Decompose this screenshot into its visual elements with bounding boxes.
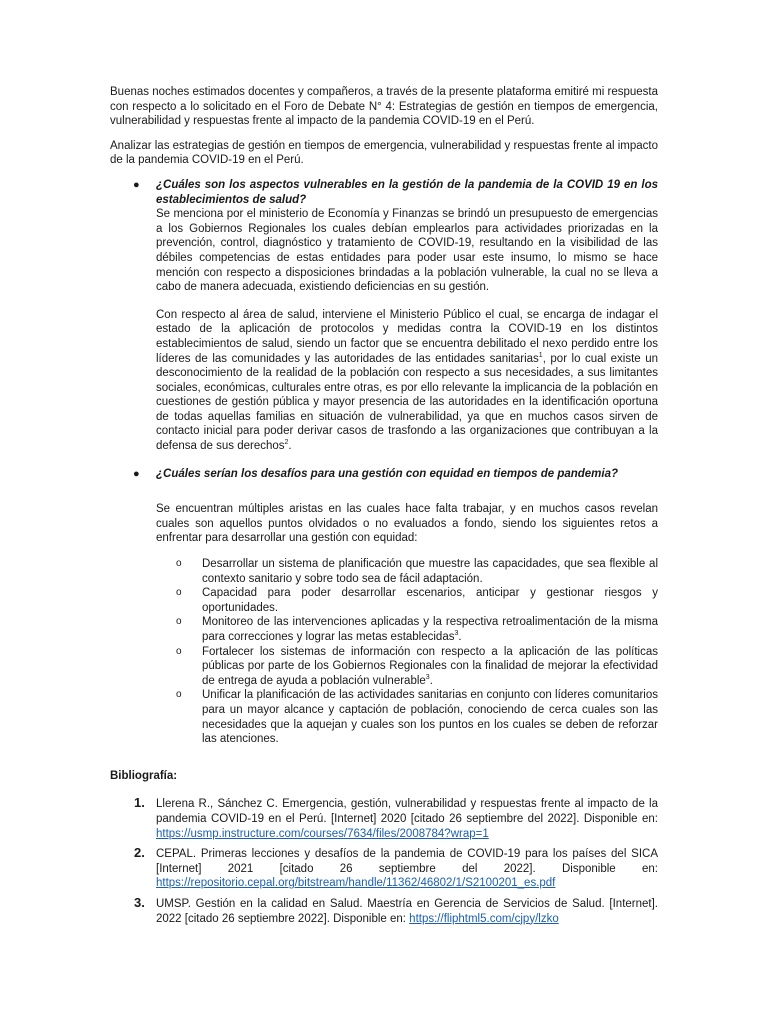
challenge-text: Desarrollar un sistema de planificación que muestre las capacidades, que sea flexible al contexto sanitario y sobre todo sea de fácil adaptación. (202, 558, 658, 585)
challenge-text: Unificar la planificación de las actividades sanitarias en conjunto con líderes comunitarios para un mayor alcance y captación de población, conociendo de cerca cuales son las necesidades que la aquejan y cuales son los puntos en los cuales se deben de reforzar las atenciones. (202, 689, 658, 746)
citation-link[interactable]: https://repositorio.cepal.org/bitstream/handle/11362/46802/1/S2100201_es.pdf (156, 877, 556, 890)
sub-bullet-icon: o (176, 558, 182, 570)
question-2-intro: Se encuentran múltiples aristas en las cuales hace falta trabajar, y en muchos casos revelan cuales son aquellos puntos olvidados o no evaluados a fondo, siendo los siguientes retos a enfrentar para desarrollar una gestión con equidad: (156, 503, 658, 545)
question-2-title: ¿Cuáles serían los desafíos para una gestión con equidad en tiempos de pandemia? (156, 467, 619, 480)
bibliography-heading: Bibliografía: (110, 769, 178, 782)
bullet-icon: ● (133, 467, 140, 480)
challenge-item (156, 557, 658, 586)
bibliography-item (110, 797, 658, 841)
question-1-title: ¿Cuáles son los aspectos vulnerables en la gestión de la pandemia de la COVID 19 en los establecimientos de salud? (156, 178, 658, 206)
question-2-body (156, 502, 658, 546)
bullet-icon: ● (133, 178, 140, 191)
sub-bullet-icon: o (176, 645, 182, 657)
question-2 (110, 467, 658, 546)
paragraph-text: Con respecto al área de salud, interviene el Ministerio Público el cual, se encarga de indagar el estado de la aplicación de protocolos y medidas contra la COVID-19 en los distintos establecimientos de salud, siendo un factor que se encuentra debilitado el nexo perdido entre los líderes de las comunidades y las autoridades de las entidades sanitarias (156, 308, 658, 365)
question-1-paragraph-1: Se menciona por el ministerio de Economía y Finanzas se brindó un presupuesto de emergencias a los Gobiernos Regionales los cuales debían emplearlos para actividades priorizadas en la prevención, control, diagnóstico y tratamiento de COVID-19, resultando en la visibilidad de las débiles competencias de estas entidades para poder usar este insumo, lo mismo se hace mención con respecto a disposiciones brindadas a la población vulnerable, la cual no se lleva a cabo de manera adecuada, existiendo deficiencias en su gestión. (156, 208, 658, 294)
paragraph-end: . (288, 440, 292, 453)
citation-text: Llerena R., Sánchez C. Emergencia, gestión, vulnerabilidad y respuestas frente al impacto de la pandemia COVID-19 en el Perú. [Internet] 2020 [citado 26 septiembre del 2022]. Disponible en: (156, 798, 658, 825)
sub-bullet-icon: o (176, 689, 182, 701)
challenge-text: Fortalecer los sistemas de información con respecto a la aplicación de las políticas públicas por parte de los Gobiernos Regionales con la finalidad de mejorar la efectividad de entrega de ayuda a población vulnerable (202, 645, 658, 687)
bibliography-list (110, 797, 658, 926)
citation-text: UMSP. Gestión en la calidad en Salud. Maestría en Gerencia de Servicios de Salud. [Internet]. 2022 [citado 26 septiembre 2022]. Disponible en: (156, 897, 658, 925)
challenge-end: . (429, 674, 433, 687)
objective-paragraph: Analizar las estrategias de gestión en tiempos de emergencia, vulnerabilidad y respuestas frente al impacto de la pandemia COVID-19 en el Perú. (110, 139, 658, 167)
footnote-ref: 3 (425, 673, 430, 681)
bibliography-number: 2. (134, 845, 145, 861)
challenge-text: Capacidad para poder desarrollar escenarios, anticipar y gestionar riesgos y oportunidades. (202, 587, 658, 614)
footnote-ref: 2 (284, 439, 289, 447)
challenge-text: Monitoreo de las intervenciones aplicadas y la respectiva retroalimentación de la misma para correcciones y lograr las metas establecidas (202, 616, 658, 643)
bibliography-item (110, 847, 658, 891)
sub-bullet-icon: o (176, 587, 182, 599)
citation-text: CEPAL. Primeras lecciones y desafíos de la pandemia de COVID-19 para los países del SICA [Internet] 2021 [citado 26 septiembre del 2022]. Disponible en: (156, 848, 658, 875)
challenge-item (156, 586, 658, 615)
footnote-ref: 1 (538, 351, 543, 359)
citation-link[interactable]: https://usmp.instructure.com/courses/7634/files/2008784?wrap=1 (156, 827, 489, 840)
bibliography-number: 3. (134, 894, 145, 910)
question-1-paragraph-2 (156, 308, 658, 454)
sub-bullet-icon: o (176, 616, 182, 628)
question-list (110, 178, 658, 546)
bibliography-item (110, 894, 658, 926)
challenge-item (156, 615, 658, 644)
paragraph-text: , por lo cual existe un desconocimiento de la realidad de la población con respecto a sus necesidades, a sus limitantes sociales, económicas, culturales entre otras, es por ello relevante la implicancia de la población en cuestiones de gestión pública y mayor presencia de las autoridades en la identificación oportuna de todas aquellas familias en situación de vulnerabilidad, ya que en muchos casos sirven de contacto inicial para poder derivar casos de trasfondo a las organizaciones que contribuyan a la defensa de sus derechos (156, 352, 658, 453)
citation-link[interactable]: https://fliphtml5.com/cjpy/lzko (409, 912, 559, 925)
footnote-ref: 3 (454, 630, 459, 638)
challenge-item (156, 688, 658, 746)
question-1-body (156, 207, 658, 454)
question-1 (110, 178, 658, 454)
intro-paragraph: Buenas noches estimados docentes y compañeros, a través de la presente plataforma emitiré mi respuesta con respecto a lo solicitado en el Foro de Debate N° 4: Estrategias de gestión en tiempos de emergencia, vulnerabilidad y respuestas frente al impacto de la pandemia COVID-19 en el Perú. (110, 86, 658, 128)
challenge-item (156, 645, 658, 689)
bibliography-number: 1. (134, 795, 145, 811)
challenges-list (156, 557, 658, 747)
challenge-end: . (458, 631, 462, 643)
